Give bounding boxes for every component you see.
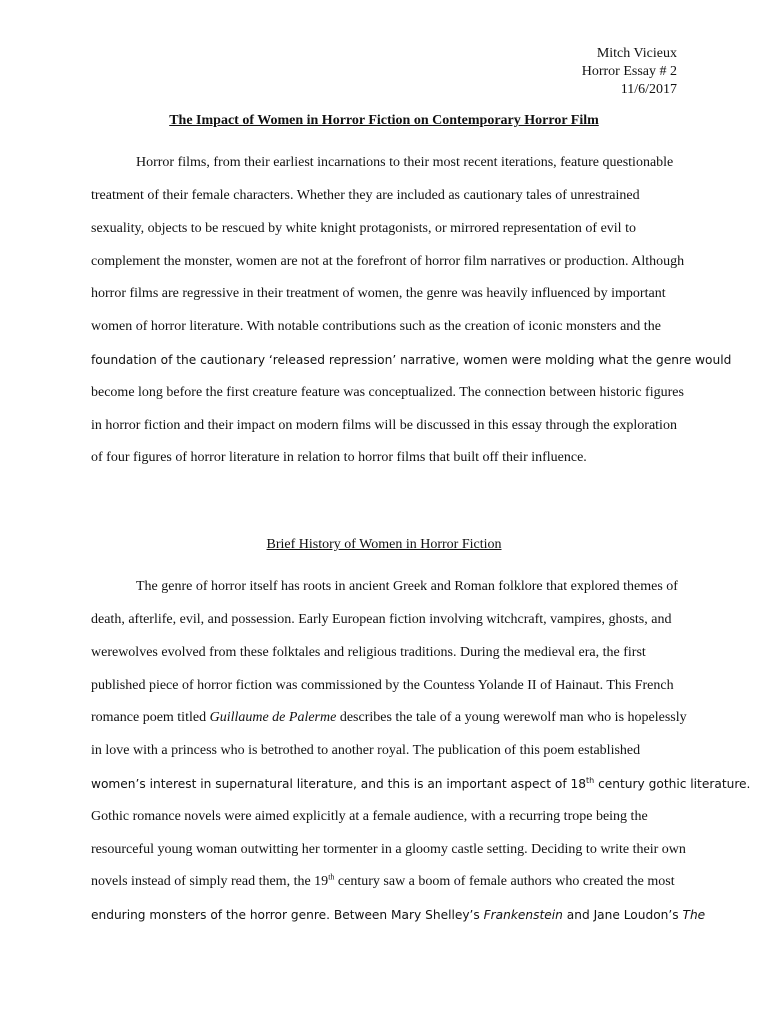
paragraph-line: sexuality, objects to be rescued by white knight protagonists, or mirrored representation of evil to [91, 221, 636, 236]
course-label: Horror Essay # 2 [581, 64, 677, 79]
ordinal-suffix: th [328, 872, 335, 882]
paragraph-line: Gothic romance novels were aimed explicitly at a female audience, with a recurring trope being the [91, 809, 648, 824]
paragraph-line: death, afterlife, evil, and possession. Early European fiction involving witchcraft, vampires, ghosts, and [91, 612, 672, 627]
line-text: novels instead of simply read them, the 19 [91, 874, 329, 889]
book-title: Frankenstein [483, 908, 563, 922]
line-text: and Jane Loudon’s [562, 908, 683, 922]
paragraph-line: horror films are regressive in their treatment of women, the genre was heavily influenced by important [91, 286, 666, 301]
paragraph-line [91, 775, 750, 793]
paragraph-line: The genre of horror itself has roots in ancient Greek and Roman folklore that explored themes of [136, 579, 678, 594]
paragraph-line: treatment of their female characters. Whether they are included as cautionary tales of unrestrained [91, 188, 640, 203]
paragraph-line: women of horror literature. With notable contributions such as the creation of iconic monsters and the [91, 319, 661, 334]
paragraph-line [91, 873, 675, 891]
line-text: century gothic literature. [594, 777, 751, 791]
paragraph-line: werewolves evolved from these folktales and religious traditions. During the medieval era, the first [91, 645, 646, 660]
poem-title: Guillaume de Palerme [209, 710, 337, 725]
paragraph-line: resourceful young woman outwitting her tormenter in a gloomy castle setting. Deciding to write their own [91, 842, 686, 857]
paragraph-line: of four figures of horror literature in relation to horror films that built off their influence. [91, 450, 587, 465]
paragraph-line: Horror films, from their earliest incarnations to their most recent iterations, feature questionable [136, 155, 674, 170]
essay-date: 11/6/2017 [620, 82, 677, 97]
book-title: The [682, 908, 706, 922]
paragraph-line: published piece of horror fiction was commissioned by the Countess Yolande II of Hainaut. This French [91, 678, 674, 693]
paragraph-line [91, 906, 705, 924]
paragraph-line [91, 709, 687, 727]
line-text: describes the tale of a young werewolf man who is hopelessly [336, 710, 687, 725]
section-heading: Brief History of Women in Horror Fiction [266, 537, 502, 552]
paragraph-line: become long before the first creature feature was conceptualized. The connection between historic figures [91, 385, 684, 400]
ordinal-suffix: th [586, 775, 595, 785]
line-text: women’s interest in supernatural literature, and this is an important aspect of 18 [91, 777, 587, 791]
line-text: century saw a boom of female authors who created the most [334, 874, 675, 889]
paragraph-line: complement the monster, women are not at the forefront of horror film narratives or production. Although [91, 254, 685, 269]
paragraph-line: foundation of the cautionary ‘released repression’ narrative, women were molding what the genre would [91, 353, 732, 367]
paragraph-line: in love with a princess who is betrothed to another royal. The publication of this poem established [91, 743, 641, 758]
author-name: Mitch Vicieux [596, 46, 677, 61]
line-text: enduring monsters of the horror genre. Between Mary Shelley’s [91, 908, 484, 922]
paragraph-line: in horror fiction and their impact on modern films will be discussed in this essay through the exploration [91, 418, 677, 433]
line-text: romance poem titled [91, 710, 210, 725]
essay-header [582, 45, 677, 99]
essay-title: The Impact of Women in Horror Fiction on Contemporary Horror Film [169, 113, 599, 128]
